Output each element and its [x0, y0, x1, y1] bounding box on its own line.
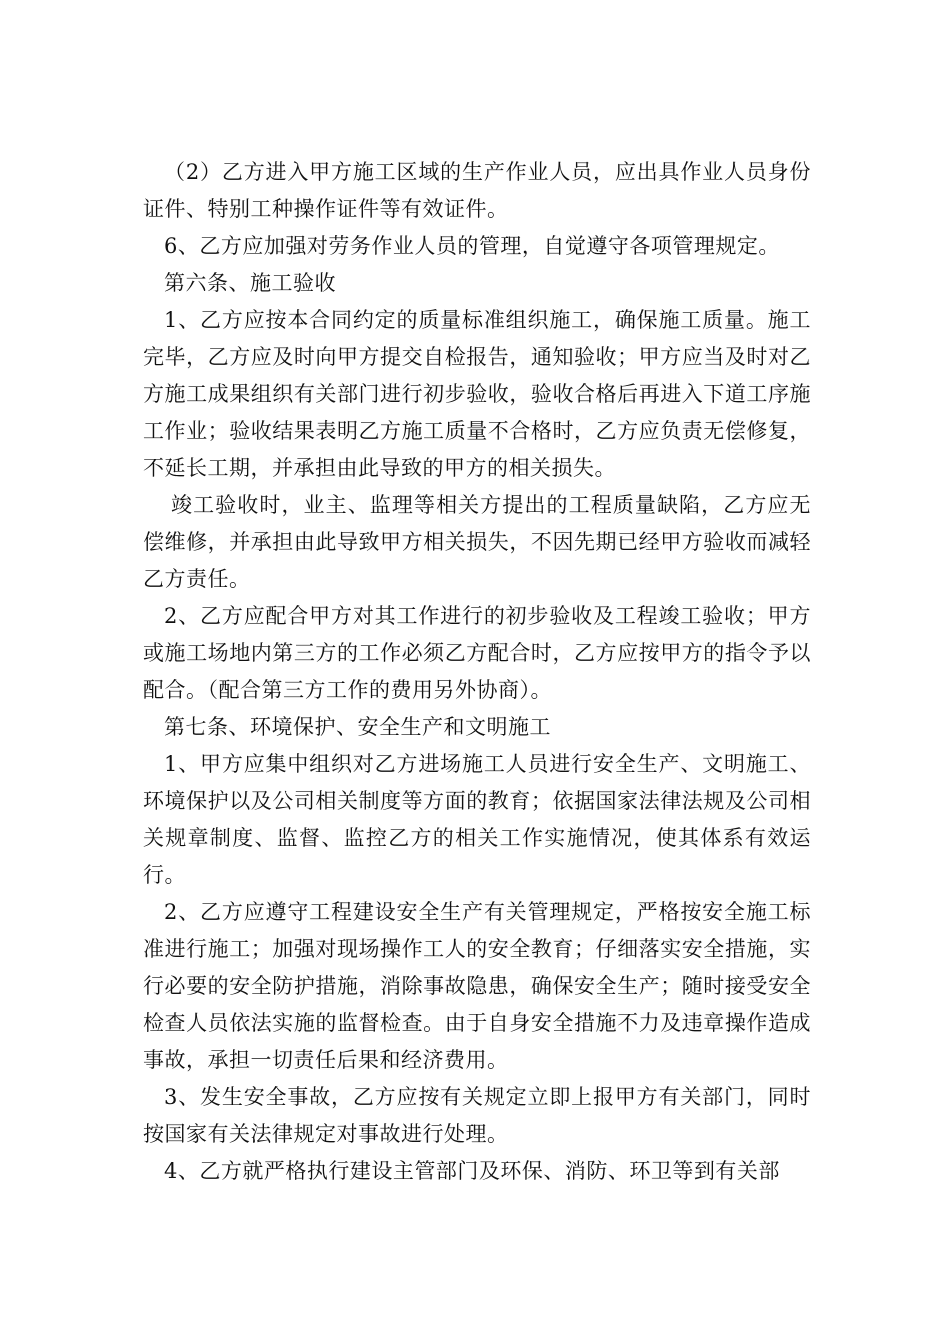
- paragraph-quality-acceptance: 1、乙方应按本合同约定的质量标准组织施工，确保施工质量。施工完毕，乙方应及时向甲方提交自检报告，通知验收；甲方应当及时对乙方施工成果组织有关部门进行初步验收，验收合格后再进入下道工序施工作业；验收结果表明乙方施工质量不合格时，乙方应负责无偿修复，不延长工期，并承担由此导致的甲方的相关损失。: [143, 308, 811, 480]
- paragraph-cooperation: 2、乙方应配合甲方对其工作进行的初步验收及工程竣工验收；甲方或施工场地内第三方的工作必须乙方配合时，乙方应按甲方的指令予以配合。（配合第三方工作的费用另外协商）。: [143, 604, 811, 702]
- paragraph-environmental-compliance: 4、乙方就严格执行建设主管部门及环保、消防、环卫等到有关部: [164, 1159, 780, 1183]
- paragraph-safety-education: 1、甲方应集中组织对乙方进场施工人员进行安全生产、文明施工、环境保护以及公司相关制度等方面的教育；依据国家法律法规及公司相关规章制度、监督、监控乙方的相关工作实施情况，使其体系有效运行。: [143, 752, 811, 887]
- paragraph-completion-acceptance: 竣工验收时，业主、监理等相关方提出的工程质量缺陷，乙方应无偿维修，并承担由此导致甲方相关损失，不因先期已经甲方验收而减轻乙方责任。: [143, 493, 811, 591]
- paragraph-safety-regulations: 2、乙方应遵守工程建设安全生产有关管理规定，严格按安全施工标准进行施工；加强对现场操作工人的安全教育；仔细落实安全措施，实行必要的安全防护措施，消除事故隐患，确保安全生产；随时接受安全检查人员依法实施的监督检查。由于自身安全措施不力及违章操作造成事故，承担一切责任后果和经济费用。: [143, 900, 811, 1072]
- heading-article-seven: 第七条、环境保护、安全生产和文明施工: [164, 715, 551, 739]
- paragraph-labor-management: 6、乙方应加强对劳务作业人员的管理，自觉遵守各项管理规定。: [164, 234, 780, 258]
- paragraph-accident-reporting: 3、发生安全事故，乙方应按有关规定立即上报甲方有关部门，同时按国家有关法律规定对事故进行处理。: [143, 1085, 811, 1146]
- document-body: [143, 154, 811, 1190]
- heading-article-six: 第六条、施工验收: [164, 271, 336, 295]
- paragraph-worker-certificates: （2）乙方进入甲方施工区域的生产作业人员，应出具作业人员身份证件、特别工种操作证件等有效证件。: [143, 160, 811, 221]
